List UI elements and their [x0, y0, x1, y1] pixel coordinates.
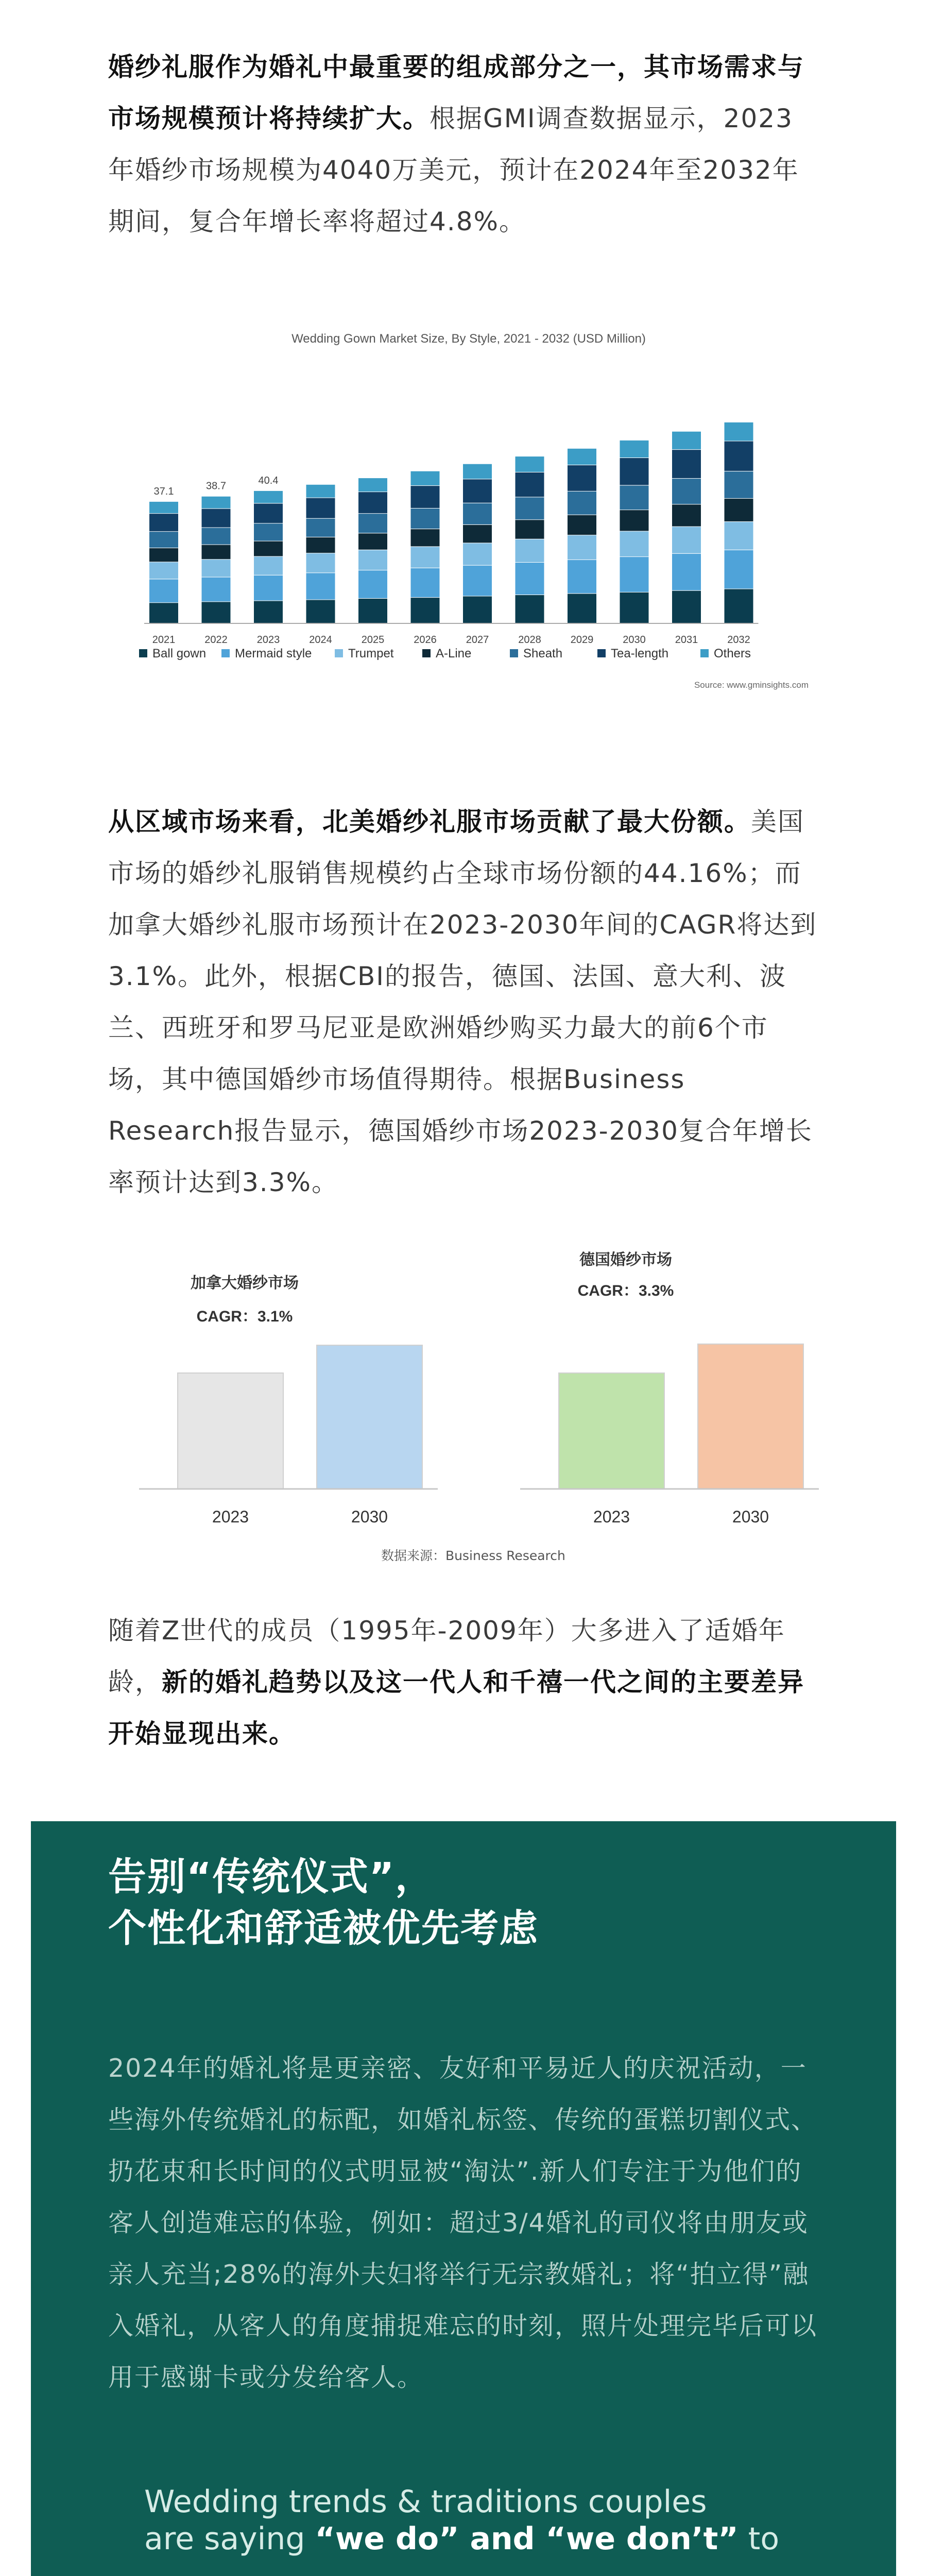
bar-segment-2029-6	[568, 449, 596, 465]
intro-bold-text: 婚纱礼服作为婚礼中最重要的组成部分之一，其市场需求与市场规模预计将持续扩大。	[108, 52, 804, 133]
bar-segment-2027-2	[463, 543, 492, 565]
bar-segment-2030-0	[620, 592, 649, 623]
bar-segment-2028-3	[516, 519, 544, 539]
bar-segment-2028-4	[516, 497, 544, 519]
bar-segment-2030-1	[620, 556, 649, 592]
bar-segment-2021-6	[149, 502, 178, 513]
bar-segment-2022-2	[202, 559, 231, 577]
legend-swatch-1	[221, 649, 230, 657]
trends-heading	[144, 2483, 814, 2557]
bar-segment-2023-6	[254, 491, 283, 503]
trends-section	[31, 1821, 896, 2576]
bar-segment-2029-3	[568, 515, 596, 535]
small-charts-source: 数据来源：Business Research	[381, 1548, 565, 1563]
bar-segment-2021-1	[149, 579, 178, 602]
trends-heading-strong: “we do” and “we don’t”	[315, 2521, 739, 2557]
bar-segment-2025-4	[358, 513, 387, 533]
bar-segment-2032-3	[725, 498, 753, 521]
bar-segment-2028-2	[516, 539, 544, 562]
bar-segment-2022-0	[202, 601, 231, 623]
market-size-chart-svg	[118, 304, 819, 716]
canada-x-tick-2030: 2030	[351, 1507, 388, 1526]
market-size-chart	[118, 304, 819, 716]
bar-segment-2032-5	[725, 441, 753, 471]
bar-segment-2026-3	[411, 529, 440, 546]
x-tick-2024: 2024	[309, 634, 332, 646]
germany-x-tick-2030: 2030	[732, 1507, 769, 1526]
bar-segment-2031-1	[672, 553, 701, 590]
bar-segment-2031-5	[672, 449, 701, 478]
bar-segment-2025-6	[358, 478, 387, 492]
bar-segment-2031-3	[672, 504, 701, 526]
bar-segment-2023-4	[254, 523, 283, 540]
bar-segment-2023-0	[254, 600, 283, 623]
bar-segment-2026-5	[411, 485, 440, 508]
genz-text: 随着Z世代的成员（1995年-2009年）大多进入了适婚年龄，	[108, 1616, 785, 1697]
bar-segment-2029-1	[568, 560, 596, 594]
bar-segment-2024-0	[306, 600, 335, 623]
germany-x-tick-2023: 2023	[593, 1507, 630, 1526]
bar-segment-2023-5	[254, 503, 283, 523]
bar-segment-2025-5	[358, 492, 387, 513]
bar-segment-2031-4	[672, 478, 701, 504]
bar-segment-2027-1	[463, 565, 492, 596]
region-bold-text: 从区域市场来看，北美婚纱礼服市场贡献了最大份额。	[108, 807, 751, 837]
legend-swatch-4	[510, 649, 518, 657]
chart-title: Wedding Gown Market Size, By Style, 2021 - 2032 (USD Million)	[291, 332, 646, 346]
x-tick-2029: 2029	[570, 634, 594, 646]
bar-segment-2029-0	[568, 593, 596, 623]
bar-segment-2022-6	[202, 497, 231, 509]
x-tick-2026: 2026	[414, 634, 437, 646]
data-label-2021: 37.1	[153, 485, 174, 497]
bar-segment-2030-4	[620, 485, 649, 510]
x-tick-2028: 2028	[518, 634, 541, 646]
bar-segment-2026-0	[411, 597, 440, 623]
bar-segment-2027-5	[463, 479, 492, 502]
bar-segment-2021-0	[149, 602, 178, 623]
bar-segment-2025-0	[358, 598, 387, 623]
chart-source: Source: www.gminsights.com	[694, 680, 809, 690]
bar-segment-2030-2	[620, 531, 649, 557]
x-tick-2030: 2030	[623, 634, 646, 646]
bar-segment-2030-3	[620, 510, 649, 531]
bar-segment-2025-1	[358, 570, 387, 598]
x-tick-2032: 2032	[727, 634, 750, 646]
canada-bar-2030	[317, 1345, 422, 1489]
germany-market-chart	[520, 1247, 819, 1551]
bar-segment-2023-2	[254, 556, 283, 575]
legend-label-3: A-Line	[436, 647, 472, 660]
bar-segment-2032-0	[725, 589, 753, 623]
canada-market-chart-svg	[139, 1273, 438, 1551]
bar-segment-2021-2	[149, 562, 178, 579]
bar-segment-2027-4	[463, 503, 492, 524]
legend-label-6: Others	[714, 647, 751, 660]
germany-chart-subtitle: CAGR：3.3%	[577, 1282, 674, 1299]
canada-chart-title: 加拿大婚纱市场	[191, 1275, 299, 1292]
bar-segment-2022-5	[202, 509, 231, 528]
trends-heading-pre: are saying	[144, 2521, 315, 2557]
bar-segment-2029-4	[568, 491, 596, 515]
bar-segment-2030-6	[620, 440, 649, 457]
x-tick-2027: 2027	[466, 634, 489, 646]
bar-segment-2028-1	[516, 562, 544, 595]
intro-text: 根据GMI调查数据显示，2023年婚纱市场规模为4040万美元，预计在2024年至2032年期间，复合年增长率将超过4.8%。	[108, 104, 799, 236]
bar-segment-2021-4	[149, 531, 178, 548]
bar-segment-2028-5	[516, 472, 544, 497]
x-tick-2022: 2022	[204, 634, 228, 646]
bar-segment-2024-3	[306, 537, 335, 553]
legend-label-5: Tea-length	[611, 647, 669, 660]
legend-swatch-5	[597, 649, 606, 657]
legend-swatch-3	[422, 649, 431, 657]
section-title-line1: 告别“传统仪式”，	[108, 1855, 435, 1899]
region-text: 美国市场的婚纱礼服销售规模约占全球市场份额的44.16%；而加拿大婚纱礼服市场预计在2023-2030年间的CAGR将达到3.1%。此外，根据CBI的报告，德国、法国、意大利、波兰、西班牙和罗马尼亚是欧洲婚纱购买力最大的前6个市场，其中德国婚纱市场值得期待。根据Business Research报告显示，德国婚纱市场2023-2030复合年增长率预计达到3.3%。	[108, 807, 817, 1197]
bar-segment-2024-4	[306, 518, 335, 537]
x-tick-2021: 2021	[152, 634, 176, 646]
bar-segment-2031-0	[672, 590, 701, 623]
canada-x-tick-2023: 2023	[212, 1507, 249, 1526]
legend-label-4: Sheath	[523, 647, 563, 660]
bar-segment-2025-2	[358, 550, 387, 570]
bar-segment-2028-0	[516, 595, 544, 623]
trends-heading-post: to	[738, 2521, 780, 2557]
bar-segment-2022-1	[202, 577, 231, 602]
germany-bar-2030	[698, 1344, 803, 1489]
bar-segment-2029-2	[568, 535, 596, 560]
legend-label-0: Ball gown	[152, 647, 207, 660]
x-tick-2025: 2025	[361, 634, 385, 646]
bar-segment-2032-4	[725, 471, 753, 498]
bar-segment-2032-1	[725, 550, 753, 589]
bar-segment-2024-5	[306, 498, 335, 518]
bar-segment-2023-1	[254, 575, 283, 601]
germany-market-chart-svg	[520, 1247, 819, 1551]
section-body: 2024年的婚礼将是更亲密、友好和平易近人的庆祝活动，一些海外传统婚礼的标配，如婚礼标签、传统的蛋糕切割仪式、扔花束和长时间的仪式明显被“淘汰”.新人们专注于为他们的客人创造难忘的体验，例如：超过3/4婚礼的司仪将由朋友或亲人充当;28%的海外夫妇将举行无宗教婚礼；将“拍立得”融入婚礼，从客人的角度捕捉难忘的时刻，照片处理完毕后可以用于感谢卡或分发给客人。	[108, 2054, 818, 2392]
legend-swatch-0	[139, 649, 147, 657]
legend-swatch-2	[335, 649, 343, 657]
bar-segment-2027-3	[463, 524, 492, 543]
bar-segment-2023-3	[254, 541, 283, 556]
legend-label-2: Trumpet	[348, 647, 394, 660]
bar-segment-2022-3	[202, 545, 231, 560]
legend-swatch-6	[700, 649, 709, 657]
bar-segment-2024-2	[306, 553, 335, 572]
bar-segment-2029-5	[568, 465, 596, 491]
bar-segment-2024-1	[306, 572, 335, 599]
bar-segment-2032-6	[725, 422, 753, 441]
bar-segment-2026-6	[411, 471, 440, 485]
bar-segment-2021-5	[149, 513, 178, 531]
bar-segment-2027-0	[463, 596, 492, 623]
canada-market-chart	[139, 1273, 438, 1551]
region-paragraph	[108, 796, 819, 1208]
genz-paragraph	[108, 1605, 819, 1759]
bar-segment-2027-6	[463, 464, 492, 479]
legend-label-1: Mermaid style	[235, 647, 312, 660]
bar-segment-2026-1	[411, 568, 440, 597]
data-label-2023: 40.4	[258, 474, 279, 486]
section-title-line2: 个性化和舒适被优先考虑	[108, 1906, 539, 1951]
canada-chart-subtitle: CAGR：3.1%	[196, 1308, 293, 1325]
bar-segment-2025-3	[358, 533, 387, 549]
canada-bar-2023	[178, 1373, 283, 1489]
x-tick-2031: 2031	[675, 634, 698, 646]
germany-bar-2023	[559, 1373, 664, 1489]
bar-segment-2021-3	[149, 548, 178, 562]
germany-chart-title: 德国婚纱市场	[579, 1251, 672, 1268]
bar-segment-2032-2	[725, 521, 753, 550]
trends-heading-line1: Wedding trends & traditions couples	[144, 2484, 707, 2520]
bar-segment-2026-2	[411, 546, 440, 567]
bar-segment-2031-6	[672, 432, 701, 449]
x-tick-2023: 2023	[256, 634, 280, 646]
bar-segment-2024-6	[306, 485, 335, 498]
bar-segment-2031-2	[672, 527, 701, 553]
trends-heading-line2	[144, 2520, 814, 2557]
bar-segment-2022-4	[202, 528, 231, 545]
bar-segment-2030-5	[620, 457, 649, 485]
data-label-2022: 38.7	[206, 480, 226, 492]
bar-segment-2028-6	[516, 456, 544, 472]
genz-bold-text: 新的婚礼趋势以及这一代人和千禧一代之间的主要差异开始显现出来。	[108, 1667, 804, 1749]
intro-paragraph	[108, 41, 819, 247]
bar-segment-2026-4	[411, 508, 440, 529]
